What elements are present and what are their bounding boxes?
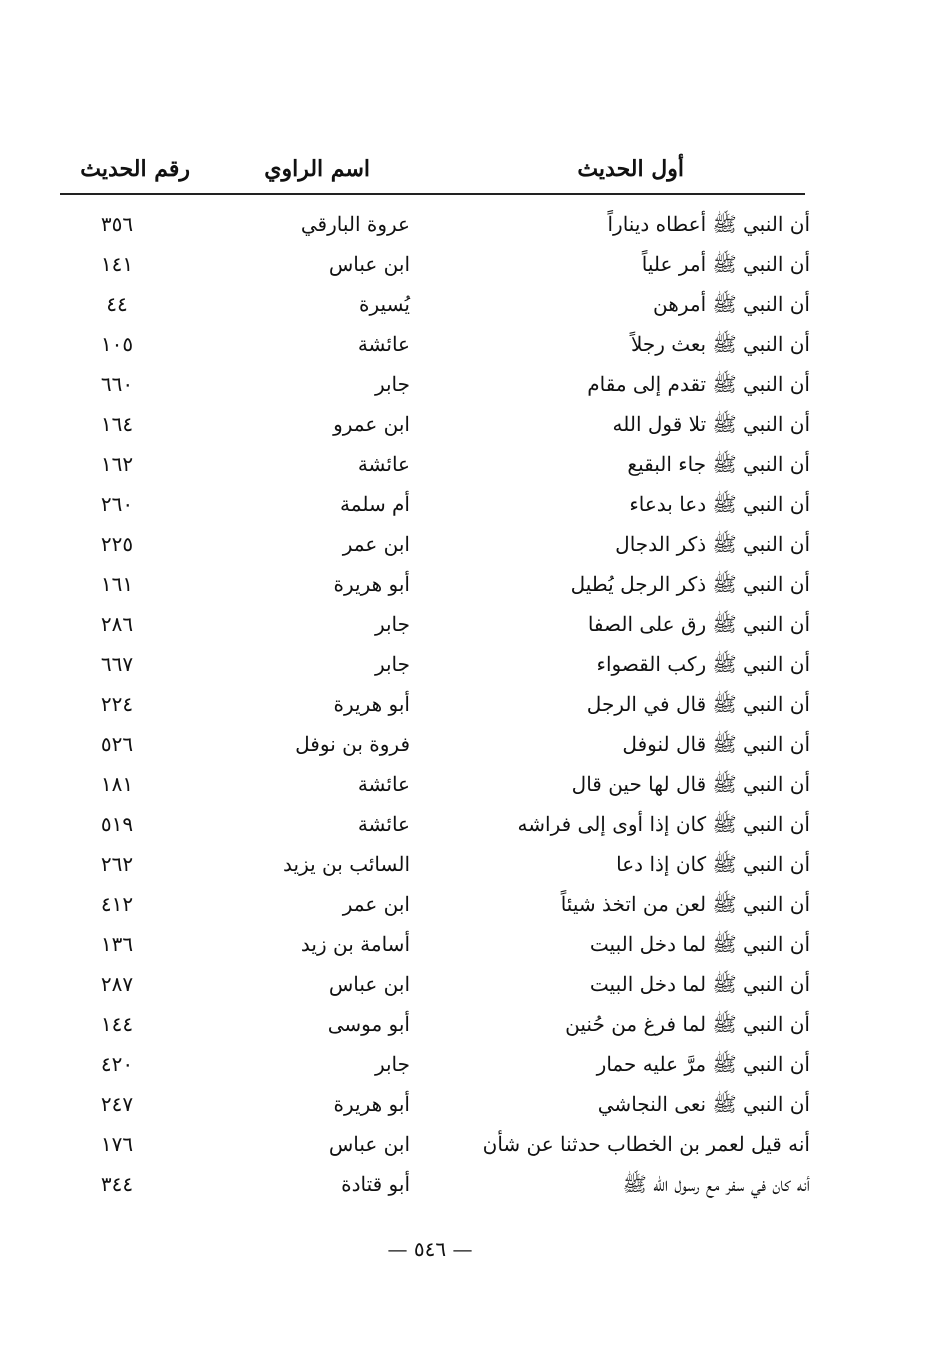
table-row xyxy=(0,766,940,806)
hadith-start: أن النبي ﷺ بعث رجلاً xyxy=(630,332,810,356)
hadith-number: ٥١٩ xyxy=(100,812,134,836)
table-row xyxy=(0,966,940,1006)
hadith-start: أن النبي ﷺ أعطاه ديناراً xyxy=(607,212,810,236)
hadith-number: ١٤٤ xyxy=(100,1012,134,1036)
hadith-start: أن النبي ﷺ رق على الصفا xyxy=(587,612,810,636)
hadith-start: أن النبي ﷺ لما دخل البيت xyxy=(589,972,810,996)
hadith-start: أن النبي ﷺ أمرهن xyxy=(653,292,810,316)
narrator-name: عائشة xyxy=(357,812,410,836)
table-row xyxy=(0,846,940,886)
hadith-number: ١٦٤ xyxy=(100,412,134,436)
hadith-number: ٣٥٦ xyxy=(100,212,134,236)
hadith-number: ٦٦٧ xyxy=(100,652,134,676)
hadith-start: أن النبي ﷺ قال في الرجل xyxy=(586,692,810,716)
narrator-name: ابن عباس xyxy=(328,972,410,996)
hadith-start: أن النبي ﷺ ذكر الدجال xyxy=(615,532,810,556)
hadith-number: ٢٨٦ xyxy=(100,612,134,636)
hadith-start: أن النبي ﷺ كان إذا دعا xyxy=(616,852,810,876)
hadith-number: ٢٦٠ xyxy=(100,492,134,516)
table-row xyxy=(0,366,940,406)
narrator-name: أم سلمة xyxy=(340,492,410,516)
narrator-name: فروة بن نوفل xyxy=(295,732,410,756)
hadith-start: أنه كان في سفر مع رسول الله ﷺ xyxy=(622,1172,810,1196)
hadith-start: أن النبي ﷺ تقدم إلى مقام xyxy=(587,372,810,396)
table-row xyxy=(0,806,940,846)
hadith-start: أن النبي ﷺ تلا قول الله xyxy=(612,412,810,436)
hadith-number: ١٦٢ xyxy=(100,452,134,476)
hadith-number: ١٦١ xyxy=(100,572,134,596)
hadith-number: ٥٢٦ xyxy=(100,732,134,756)
hadith-number: ١٤١ xyxy=(100,252,134,276)
narrator-name: أبو هريرة xyxy=(333,692,410,716)
narrator-name: ابن عمر xyxy=(342,892,410,916)
hadith-start: أن النبي ﷺ لما فرغ من حُنين xyxy=(565,1012,810,1036)
table-row xyxy=(0,566,940,606)
hadith-number: ٤١٢ xyxy=(100,892,134,916)
hadith-number: ٣٤٤ xyxy=(100,1172,134,1196)
hadith-start: أن النبي ﷺ ذكر الرجل يُطيل xyxy=(570,572,810,596)
narrator-name: أبو موسى xyxy=(327,1012,410,1036)
narrator-name: أبو قتادة xyxy=(341,1172,410,1196)
header-hadith-number: رقم الحديث xyxy=(80,156,190,182)
header-rule xyxy=(60,193,805,195)
hadith-start: أن النبي ﷺ قال لها حين قال xyxy=(571,772,810,796)
table-row xyxy=(0,726,940,766)
hadith-number: ٢٤٧ xyxy=(100,1092,134,1116)
hadith-number: ١٠٥ xyxy=(100,332,134,356)
table-row xyxy=(0,206,940,246)
header-narrator-name: اسم الراوي xyxy=(264,156,370,182)
hadith-number: ١٧٦ xyxy=(100,1132,134,1156)
table-row xyxy=(0,486,940,526)
hadith-start: أن النبي ﷺ لعن من اتخذ شيئاً xyxy=(560,892,810,916)
table-row xyxy=(0,1086,940,1126)
hadith-number: ٢٨٧ xyxy=(100,972,134,996)
narrator-name: ابن عمرو xyxy=(333,412,410,436)
table-row xyxy=(0,446,940,486)
table-row xyxy=(0,1046,940,1086)
narrator-name: عائشة xyxy=(357,452,410,476)
table-row xyxy=(0,686,940,726)
table-row xyxy=(0,1166,940,1206)
narrator-name: أسامة بن زيد xyxy=(300,932,410,956)
header-hadith-start: أول الحديث xyxy=(577,156,684,182)
narrator-name: ابن عباس xyxy=(328,1132,410,1156)
table-row xyxy=(0,286,940,326)
hadith-start: أن النبي ﷺ نعى النجاشي xyxy=(597,1092,810,1116)
page-number: — ٥٤٦ — xyxy=(387,1237,473,1261)
hadith-start: أن النبي ﷺ أمر علياً xyxy=(641,252,810,276)
hadith-number: ٢٢٤ xyxy=(100,692,134,716)
table-row xyxy=(0,606,940,646)
narrator-name: ابن عباس xyxy=(328,252,410,276)
narrator-name: يُسيرة xyxy=(359,292,410,316)
table-row xyxy=(0,926,940,966)
hadith-start: أن النبي ﷺ قال لنوفل xyxy=(622,732,810,756)
hadith-start: أن النبي ﷺ جاء البقيع xyxy=(627,452,810,476)
hadith-start: أن النبي ﷺ لما دخل البيت xyxy=(589,932,810,956)
table-row xyxy=(0,1006,940,1046)
narrator-name: جابر xyxy=(374,612,410,636)
hadith-start: أن النبي ﷺ كان إذا أوى إلى فراشه xyxy=(517,812,810,836)
hadith-number: ٢٦٢ xyxy=(100,852,134,876)
narrator-name: جابر xyxy=(374,1052,410,1076)
hadith-start: أن النبي ﷺ دعا بدعاء xyxy=(629,492,810,516)
hadith-number: ١٨١ xyxy=(100,772,134,796)
table-row xyxy=(0,326,940,366)
table-row xyxy=(0,646,940,686)
narrator-name: أبو هريرة xyxy=(333,572,410,596)
narrator-name: جابر xyxy=(374,652,410,676)
narrator-name: عائشة xyxy=(357,332,410,356)
table-row xyxy=(0,246,940,286)
hadith-number: ٦٦٠ xyxy=(100,372,134,396)
hadith-start: أن النبي ﷺ ركب القصواء xyxy=(596,652,810,676)
narrator-name: السائب بن يزيد xyxy=(283,852,410,876)
hadith-number: ١٣٦ xyxy=(100,932,134,956)
index-table xyxy=(0,206,940,1206)
table-row xyxy=(0,526,940,566)
narrator-name: أبو هريرة xyxy=(333,1092,410,1116)
narrator-name: عروة البارقي xyxy=(300,212,410,236)
table-row xyxy=(0,406,940,446)
hadith-number: ٢٢٥ xyxy=(100,532,134,556)
hadith-number: ٤٤ xyxy=(106,292,128,316)
hadith-number: ٤٢٠ xyxy=(100,1052,134,1076)
hadith-start: أنه قيل لعمر بن الخطاب حدثنا عن شأن xyxy=(482,1132,810,1156)
narrator-name: ابن عمر xyxy=(342,532,410,556)
narrator-name: عائشة xyxy=(357,772,410,796)
narrator-name: جابر xyxy=(374,372,410,396)
table-row xyxy=(0,1126,940,1166)
hadith-start: أن النبي ﷺ مرَّ عليه حمار xyxy=(596,1052,810,1076)
table-row xyxy=(0,886,940,926)
